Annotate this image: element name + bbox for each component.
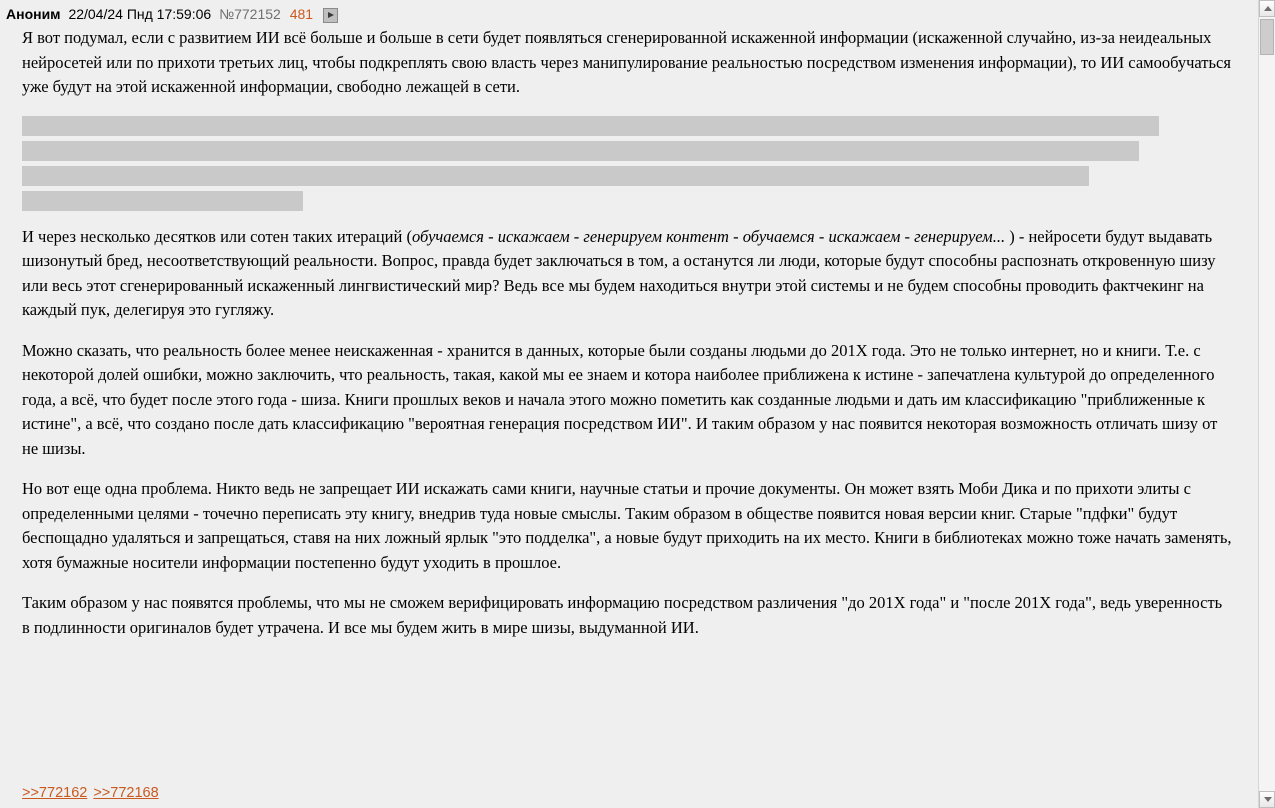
scrollbar-thumb[interactable] [1260,19,1274,55]
post-header [6,4,1275,24]
paragraph-2-tail: ) - нейросети будут выдавать шизонутый бред, несоответствующий реальности. Вопрос, правда будет заключаться в том, а останутся ли люди, которые будут способны распознать откровенную шизу или весь этот сгенерированный искаженный лингвистический мир? Ведь все мы будем находиться внутри этой системы и не будем способны проводить фактчекинг на каждый пук, делегируя это гугляжу. [22,226,1216,319]
chevron-down-icon[interactable] [1259,791,1275,808]
spoiler-line [22,116,1159,136]
paragraph-2-lead: И через несколько десятков или сотен таких итераций ( [22,226,412,246]
post-paragraph-5: Таким образом у нас появятся проблемы, что мы не сможем верифицировать информацию посредством различения "до 201Х года" и "после 201Х года", ведь уверенность в подлинности оригиналов будет утрачена. И все мы будем жить в мире шизы, выдуманной ИИ. [22,593,1223,637]
post-body [22,26,1234,776]
chevron-up-icon[interactable] [1259,0,1275,17]
replies-count[interactable]: 481 [289,6,314,22]
backlinks [22,784,165,802]
backlink-1[interactable]: >>772162 [22,785,88,801]
spoiler-redacted-text[interactable] [22,116,1234,211]
backlink-2[interactable]: >>772168 [93,785,159,801]
spoiler-line [22,166,1089,186]
spoiler-line [22,191,303,211]
play-icon[interactable] [323,8,338,23]
post-author: Аноним [6,6,61,22]
post-paragraph-4: Но вот еще одна проблема. Никто ведь не запрещает ИИ искажать сами книги, научные статьи и прочие документы. Он может взять Моби Дика и по прихоти элиты с определенными целями - точечно переписать эту книгу, внедрив туда новые смыслы. Таким образом в обществе появится новая версии книг. Старые "пдфки" будут беспощадно удаляться и запрещаться, ставя на них ложный ярлык "это подделка", а новые будут приходить на их место. Книги в библиотеках можно тоже начать заменять, хотя бумажные носители информации постепенно будут уходить в прошлое. [22,479,1232,572]
post-date: 22/04/24 Пнд 17:59:06 [68,6,212,22]
post-paragraph-2 [22,225,1234,323]
post-paragraph-1: Я вот подумал, если с развитием ИИ всё больше и больше в сети будет появляться сгенерированной искаженной информации (искаженной случайно, из-за неидеальных нейросетей или по прихоти третьих лиц, чтобы подкреплять свою власть через манипулирование реальностью посредством изменения информации), то ИИ самообучаться уже будут на этой искаженной информации, свободно лежащей в сети. [22,28,1231,96]
post-paragraph-3: Можно сказать, что реальность более менее неискаженная - хранится в данных, которые были созданы людьми до 201Х года. Это не только интернет, но и книги. Т.е. с некоторой долей ошибки, можно заключить, что реальность, такая, какой мы ее знаем и котора наиболее приближена к истине - запечатлена культурой до определенного года, а всё, что будет после этого года - шиза. Книги прошлых веков и начала этого можно пометить как созданные людьми и дать им классификацию "приближенные к истине", а всё, что создано после дать классификацию "вероятная генерация посредством ИИ". И таким образом у нас появится некоторая возможность отличать шизу от не шизы. [22,340,1218,458]
scrollbar[interactable] [1258,0,1275,808]
scrollbar-track[interactable] [1259,17,1275,791]
spoiler-line [22,141,1139,161]
post-number[interactable]: №772152 [219,6,281,22]
paragraph-2-italic: обучаемся - искажаем - генерируем контент - обучаемся - искажаем - генерируем... [411,226,1006,246]
